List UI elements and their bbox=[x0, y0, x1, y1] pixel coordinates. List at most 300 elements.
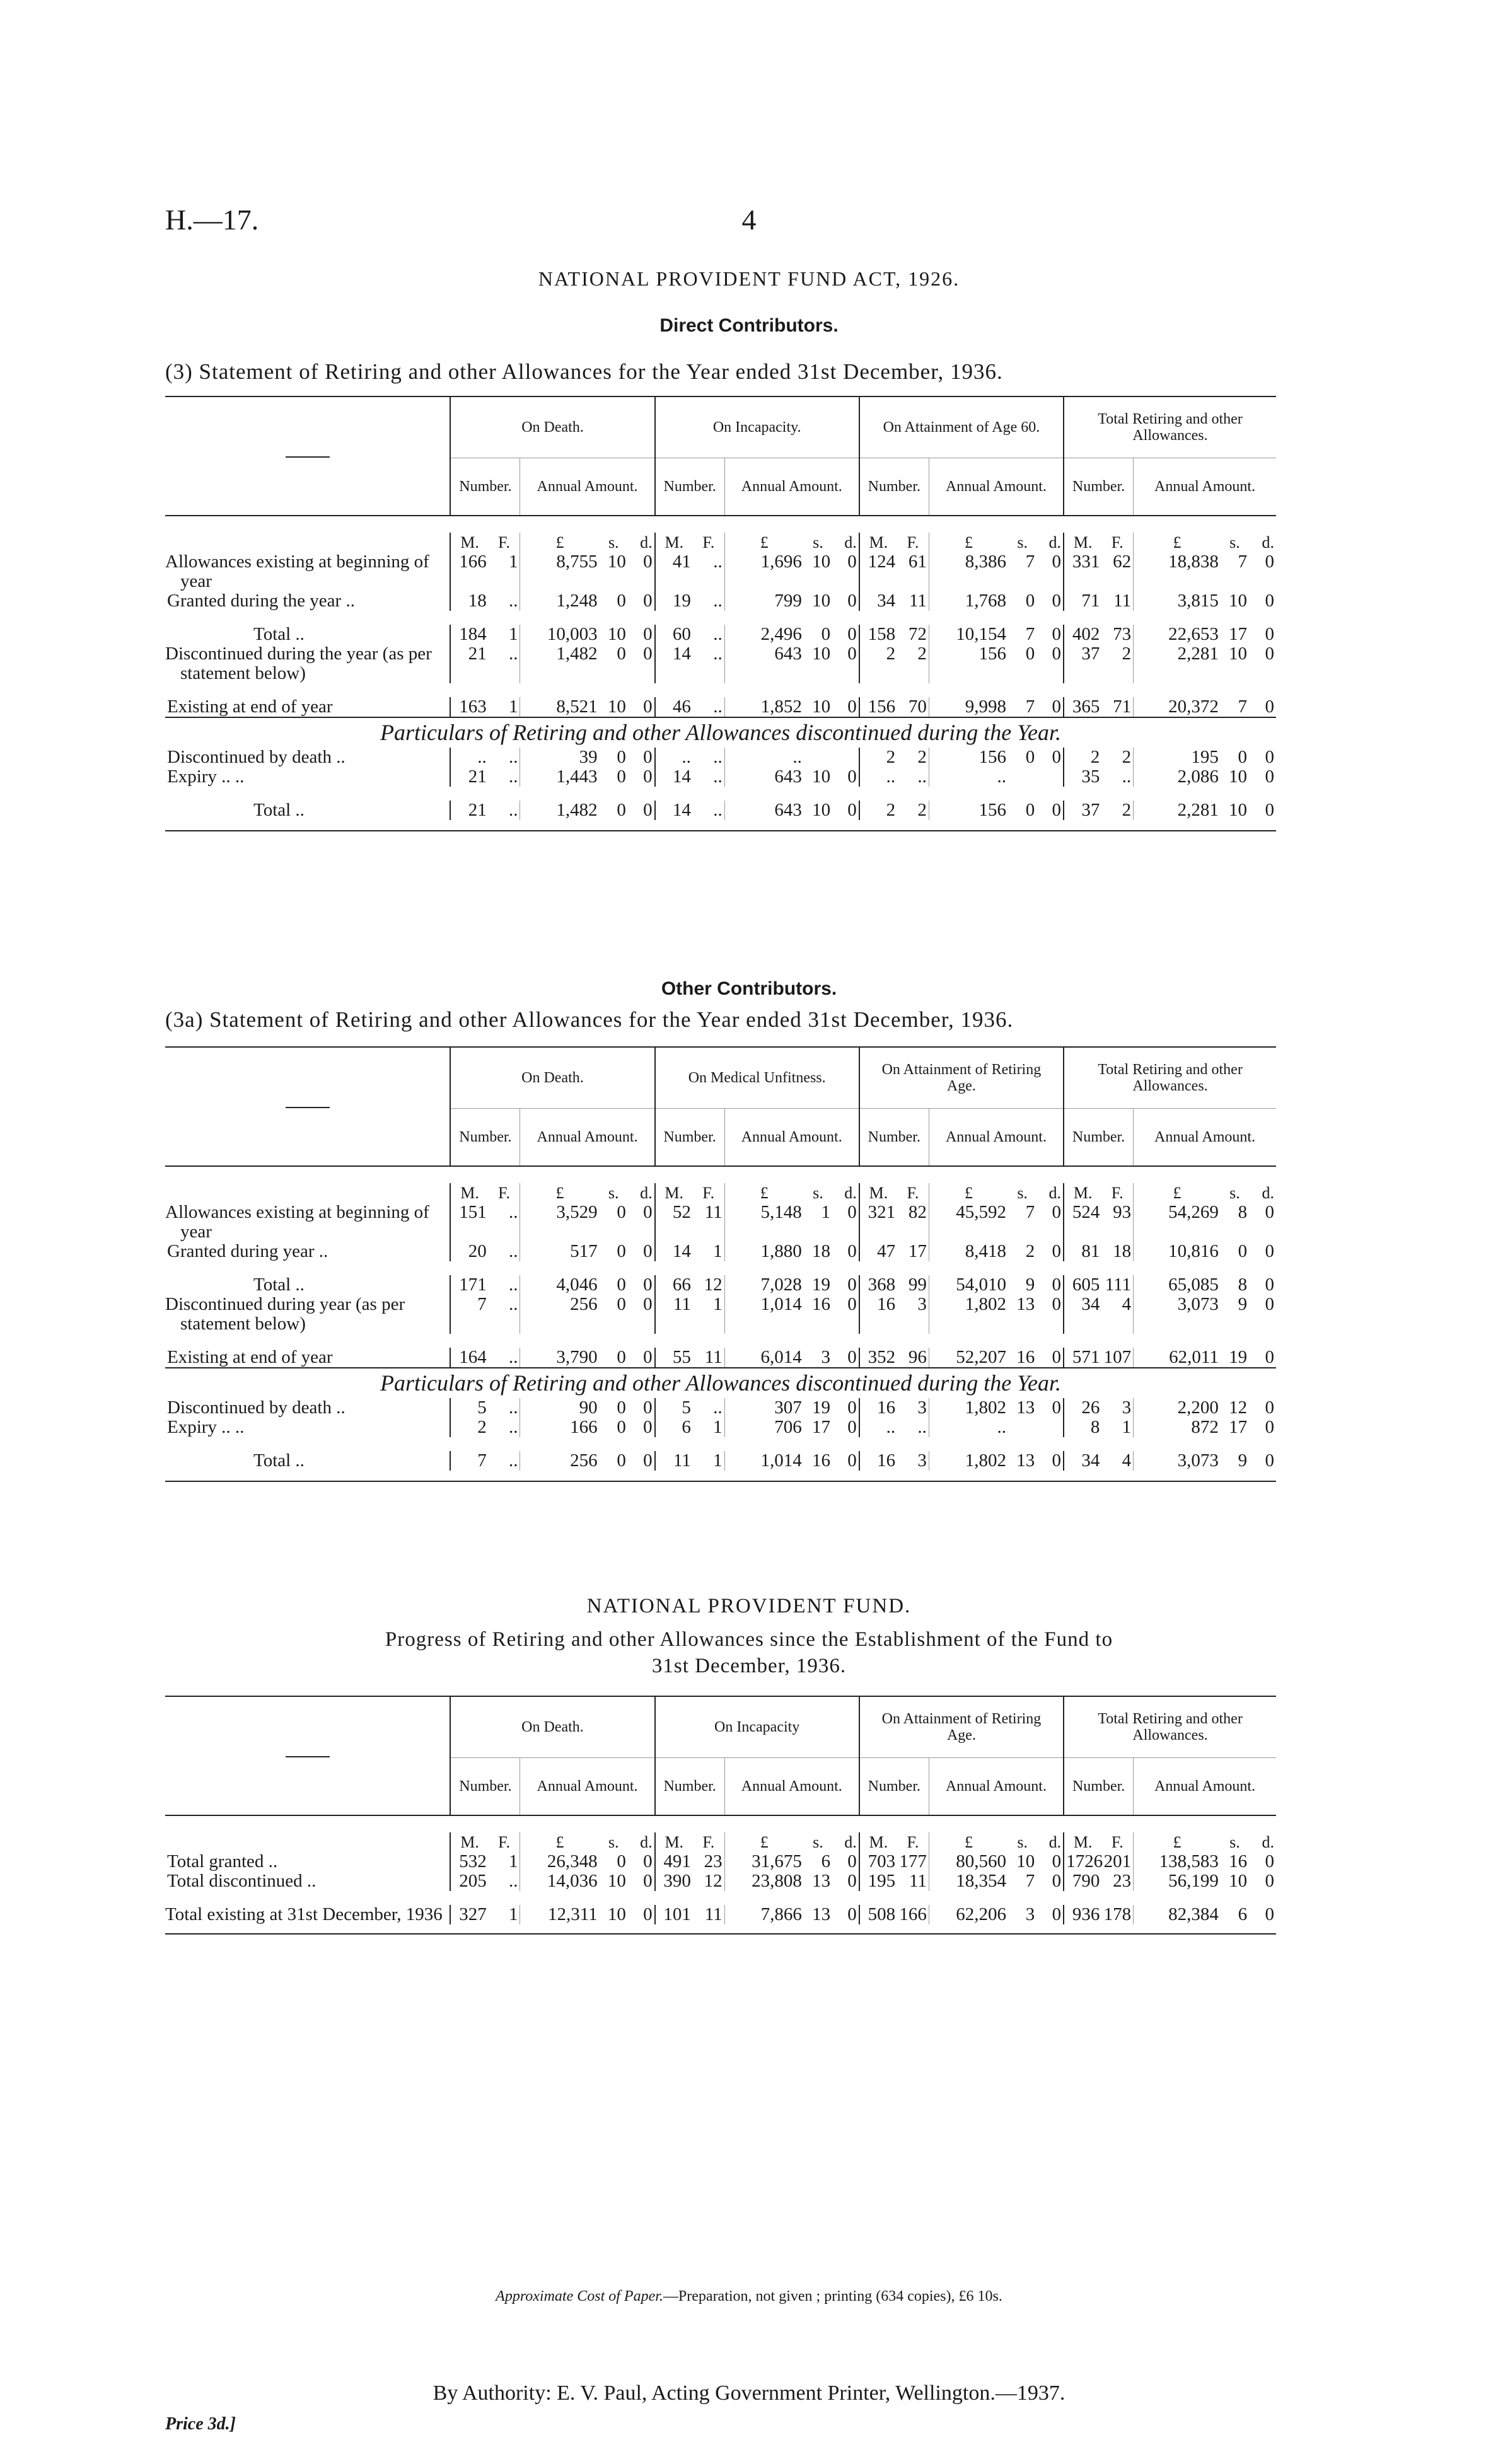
table-cell: 20,372 bbox=[1168, 697, 1219, 717]
table-cell: 10 bbox=[1016, 1851, 1035, 1871]
row-label: Expiry .. .. bbox=[165, 1418, 450, 1437]
row-label: Existing at end of year bbox=[165, 697, 450, 717]
unit-label: s. bbox=[1017, 1833, 1028, 1851]
table-cell: 61 bbox=[897, 552, 929, 591]
table-cell: .. bbox=[489, 591, 520, 611]
unit-label: d. bbox=[832, 1183, 859, 1203]
amount-header: Annual Amount. bbox=[1134, 458, 1276, 516]
table-cell: 0 bbox=[628, 1871, 655, 1891]
table-row bbox=[165, 1348, 1276, 1368]
row-label: Discontinued during the year (as per statement below) bbox=[165, 644, 450, 683]
table-cell: 17 bbox=[1229, 1417, 1248, 1437]
table-cell: 1,014 bbox=[760, 1294, 802, 1314]
unit-label: s. bbox=[813, 533, 823, 552]
table-cell: 1 bbox=[693, 1295, 724, 1334]
table-cell: 0 bbox=[1036, 697, 1064, 717]
cost-label: Approximate Cost of Paper. bbox=[496, 2288, 663, 2305]
table-cell: 0 bbox=[1265, 1904, 1274, 1924]
table-cell: .. bbox=[1101, 767, 1133, 787]
table-cell: 81 bbox=[1081, 1241, 1100, 1261]
table-cell: 10 bbox=[812, 552, 831, 572]
table-cell: .. bbox=[489, 1348, 520, 1368]
table-cell: 34 bbox=[1081, 1450, 1100, 1471]
table-cell: 0 bbox=[832, 1348, 859, 1368]
unit-label: d. bbox=[1036, 533, 1064, 552]
table-cell: 7 bbox=[1025, 552, 1035, 572]
table-cell: 0 bbox=[628, 767, 655, 787]
unit-label: F. bbox=[897, 533, 929, 552]
amount-header: Annual Amount. bbox=[520, 1758, 655, 1816]
table-cell: 0 bbox=[628, 552, 655, 591]
table-cell: 11 bbox=[897, 1871, 929, 1891]
table-cell: 6 bbox=[682, 1417, 691, 1437]
stub-header bbox=[165, 396, 450, 516]
unit-label: M. bbox=[460, 533, 479, 552]
table-cell: 0 bbox=[617, 1202, 626, 1222]
table-cell: 0 bbox=[628, 801, 655, 820]
row-label: Total .. bbox=[165, 1451, 450, 1471]
table-cell: 368 bbox=[868, 1275, 896, 1295]
table-cell: 34 bbox=[1081, 1294, 1100, 1314]
number-header: Number. bbox=[859, 1758, 929, 1816]
table-cell: 2 bbox=[477, 1417, 487, 1437]
table-cell: 0 bbox=[1265, 1294, 1274, 1314]
row-label: Existing at end of year bbox=[165, 1348, 450, 1368]
table-cell: 2 bbox=[897, 801, 929, 820]
unit-label: £ bbox=[964, 1184, 973, 1202]
table-cell: 0 bbox=[832, 625, 859, 644]
unit-label: £ bbox=[555, 1833, 564, 1851]
table-cell: 12,311 bbox=[547, 1904, 598, 1924]
table-cell: 790 bbox=[1072, 1871, 1100, 1891]
table-cell: 1 bbox=[1101, 1418, 1133, 1437]
number-header: Number. bbox=[450, 458, 520, 516]
number-header: Number. bbox=[655, 1758, 725, 1816]
unit-label: F. bbox=[489, 533, 520, 552]
unit-label: £ bbox=[1173, 1184, 1182, 1202]
unit-label: M. bbox=[665, 1833, 684, 1851]
table-cell: 0 bbox=[617, 1851, 626, 1871]
sec3a-subtitle: Other Contributors. bbox=[661, 978, 837, 999]
table-row bbox=[165, 1905, 1276, 1924]
table-cell: 0 bbox=[832, 1871, 859, 1891]
table-cell: 1,248 bbox=[556, 591, 598, 611]
table-cell: 8,386 bbox=[965, 552, 1007, 572]
table-cell: 7 bbox=[1025, 697, 1035, 717]
table-cell: 39 bbox=[579, 747, 598, 767]
table-cell: 1,768 bbox=[965, 591, 1007, 611]
table-cell: 138,583 bbox=[1159, 1851, 1219, 1871]
authority-line: By Authority: E. V. Paul, Acting Government Printer, Wellington.—1937. bbox=[433, 2381, 1065, 2405]
unit-label: d. bbox=[628, 1832, 655, 1852]
table-cell: .. bbox=[886, 1417, 896, 1437]
amount-header: Annual Amount. bbox=[520, 1109, 655, 1167]
table-cell: 402 bbox=[1072, 624, 1100, 644]
table-cell: .. bbox=[489, 1203, 520, 1242]
table-cell: 0 bbox=[1036, 1242, 1064, 1261]
table-cell: 0 bbox=[628, 748, 655, 767]
unit-label: F. bbox=[897, 1832, 929, 1852]
table-cell: 71 bbox=[1101, 697, 1133, 717]
table-cell: 0 bbox=[832, 1905, 859, 1924]
unit-label: s. bbox=[1229, 1184, 1240, 1202]
table-cell: 3 bbox=[897, 1398, 929, 1418]
number-header: Number. bbox=[1064, 458, 1134, 516]
table-cell: 99 bbox=[897, 1275, 929, 1295]
table-cell: 10 bbox=[607, 552, 626, 572]
table-cell: 13 bbox=[812, 1871, 831, 1891]
unit-label: £ bbox=[555, 1184, 564, 1202]
table-row bbox=[165, 801, 1276, 820]
table-cell: 0 bbox=[832, 1398, 859, 1418]
table-cell: 0 bbox=[821, 624, 831, 644]
table-cell: 201 bbox=[1101, 1852, 1133, 1871]
table-cell: 0 bbox=[1036, 552, 1064, 591]
cost-note bbox=[0, 2288, 1498, 2305]
group-header: On Attainment of Age 60. bbox=[859, 396, 1064, 458]
table-cell: 16 bbox=[877, 1397, 896, 1418]
table-cell: 0 bbox=[617, 1397, 626, 1418]
unit-label: £ bbox=[555, 533, 564, 552]
table-cell: 0 bbox=[1238, 1241, 1248, 1261]
unit-label: F. bbox=[693, 1183, 724, 1203]
table-cell: 0 bbox=[1036, 1852, 1064, 1871]
table-cell: .. bbox=[997, 766, 1007, 787]
unit-label: d. bbox=[1036, 1183, 1064, 1203]
unit-label: d. bbox=[1036, 1832, 1064, 1852]
table-cell: 0 bbox=[1265, 1275, 1274, 1295]
table-cell bbox=[1036, 1418, 1064, 1437]
table-cell: 6 bbox=[1238, 1904, 1248, 1924]
table-cell: 0 bbox=[628, 644, 655, 683]
unit-label: £ bbox=[1173, 1833, 1182, 1851]
unit-label: s. bbox=[1017, 533, 1028, 552]
stub-header bbox=[165, 1696, 450, 1815]
table-cell: 66 bbox=[672, 1275, 691, 1295]
table-cell: 37 bbox=[1081, 644, 1100, 664]
table-cell: .. bbox=[997, 1417, 1007, 1437]
table-cell: 26 bbox=[1081, 1397, 1100, 1418]
table-cell: .. bbox=[693, 801, 724, 820]
act-title: NATIONAL PROVIDENT FUND ACT, 1926. bbox=[538, 267, 960, 290]
unit-label: M. bbox=[460, 1184, 479, 1202]
table-cell: 321 bbox=[868, 1202, 896, 1222]
table-cell: 45,592 bbox=[956, 1202, 1007, 1222]
table-cell: 7 bbox=[1238, 552, 1248, 572]
group-header: On Attainment of Retiring Age. bbox=[859, 1047, 1064, 1109]
table-cell: 11 bbox=[693, 1348, 724, 1368]
table-cell: 0 bbox=[617, 1347, 626, 1367]
amount-header: Annual Amount. bbox=[724, 458, 859, 516]
table-cell: 12 bbox=[693, 1871, 724, 1891]
table-cell: 0 bbox=[1265, 1202, 1274, 1222]
table-cell: .. bbox=[793, 747, 802, 767]
table-cell: 13 bbox=[1016, 1294, 1035, 1314]
table-row bbox=[165, 697, 1276, 717]
table-cell: 166 bbox=[459, 552, 487, 572]
table-cell: 46 bbox=[672, 697, 691, 717]
unit-label: M. bbox=[869, 1184, 888, 1202]
row-label: Total existing at 31st December, 1936 bbox=[165, 1905, 450, 1924]
table-cell: 11 bbox=[897, 591, 929, 611]
table-cell: 1 bbox=[693, 1242, 724, 1261]
table-cell: 1 bbox=[489, 1852, 520, 1871]
table-cell: .. bbox=[489, 1398, 520, 1418]
table-cell: 0 bbox=[1036, 625, 1064, 644]
unit-label: F. bbox=[1101, 1832, 1133, 1852]
unit-label: M. bbox=[460, 1833, 479, 1851]
table-row bbox=[165, 1275, 1276, 1295]
table-cell: 0 bbox=[1265, 1417, 1274, 1437]
table-cell: 5 bbox=[477, 1397, 487, 1418]
group-header: On Incapacity. bbox=[655, 396, 859, 458]
table-cell: 508 bbox=[868, 1904, 896, 1924]
table-cell: .. bbox=[489, 801, 520, 820]
table-cell: 184 bbox=[459, 624, 487, 644]
table-cell: 0 bbox=[617, 766, 626, 787]
table-cell: 1,802 bbox=[965, 1397, 1007, 1418]
table-cell: 331 bbox=[1072, 552, 1100, 572]
table-cell: 90 bbox=[579, 1397, 598, 1418]
table-cell: 16 bbox=[812, 1450, 831, 1471]
table-cell: 18 bbox=[468, 591, 487, 611]
table-cell: 19 bbox=[812, 1397, 831, 1418]
table-cell: 7 bbox=[1238, 697, 1248, 717]
table-cell: 10 bbox=[812, 591, 831, 611]
table-cell: 1,014 bbox=[760, 1450, 802, 1471]
table-cell: 2 bbox=[886, 800, 896, 820]
row-label: Expiry .. .. bbox=[165, 767, 450, 787]
table-cell: .. bbox=[682, 747, 691, 767]
table-cell: 0 bbox=[1265, 800, 1274, 820]
table-cell: 21 bbox=[468, 766, 487, 787]
table-cell: 2 bbox=[1101, 801, 1133, 820]
table-cell: 3 bbox=[821, 1347, 831, 1367]
unit-label: d. bbox=[1262, 533, 1274, 552]
table-cell: 256 bbox=[570, 1450, 598, 1471]
table-cell: 21 bbox=[468, 800, 487, 820]
unit-label: £ bbox=[964, 533, 973, 552]
table-cell: 11 bbox=[693, 1905, 724, 1924]
group-header: On Death. bbox=[450, 396, 654, 458]
table-cell: 10 bbox=[812, 644, 831, 664]
unit-label: £ bbox=[964, 1833, 973, 1851]
number-header: Number. bbox=[450, 1109, 520, 1167]
row-label: Allowances existing at beginning of year bbox=[165, 552, 450, 591]
number-header: Number. bbox=[655, 458, 725, 516]
table-cell: 9,998 bbox=[965, 697, 1007, 717]
table-cell: 82,384 bbox=[1168, 1904, 1219, 1924]
table-cell: 7,028 bbox=[760, 1275, 802, 1295]
table-cell: 0 bbox=[1265, 552, 1274, 572]
table-cell: .. bbox=[489, 1295, 520, 1334]
table-cell: 12 bbox=[693, 1275, 724, 1295]
table-cell: 2,281 bbox=[1177, 800, 1219, 820]
table-cell: 2 bbox=[886, 747, 896, 767]
table-cell: 0 bbox=[1025, 747, 1035, 767]
table-cell: 11 bbox=[693, 1203, 724, 1242]
table-cell: 195 bbox=[1191, 747, 1219, 767]
table-row bbox=[165, 552, 1276, 591]
table-cell: 0 bbox=[628, 1275, 655, 1295]
table-cell: 14,036 bbox=[547, 1871, 598, 1891]
sec3a-table-area bbox=[165, 1046, 1276, 1482]
unit-label: d. bbox=[832, 1832, 859, 1852]
table-cell: 4 bbox=[1101, 1295, 1133, 1334]
table-cell: .. bbox=[489, 1275, 520, 1295]
table-cell: .. bbox=[897, 767, 929, 787]
table-cell: 124 bbox=[868, 552, 896, 572]
table-cell: 1,852 bbox=[760, 697, 802, 717]
table-cell: 1 bbox=[489, 697, 520, 717]
unit-label: s. bbox=[608, 533, 619, 552]
group-header: On Death. bbox=[450, 1047, 654, 1109]
table-cell: 7,866 bbox=[760, 1904, 802, 1924]
table-cell: 5 bbox=[682, 1397, 691, 1418]
table-cell: 2 bbox=[1025, 1241, 1035, 1261]
table-cell: 1 bbox=[489, 625, 520, 644]
table-cell: 19 bbox=[1229, 1347, 1248, 1367]
unit-label: F. bbox=[489, 1183, 520, 1203]
number-header: Number. bbox=[859, 1109, 929, 1167]
table-cell: 1,696 bbox=[760, 552, 802, 572]
table-cell: 0 bbox=[1265, 1347, 1274, 1367]
unit-label: £ bbox=[760, 1184, 769, 1202]
table-cell: 0 bbox=[1265, 697, 1274, 717]
table-cell: 1 bbox=[489, 552, 520, 591]
table-cell: 16 bbox=[1229, 1851, 1248, 1871]
unit-label: s. bbox=[608, 1184, 619, 1202]
table-cell: 17 bbox=[812, 1417, 831, 1437]
table-cell: 10,154 bbox=[956, 624, 1007, 644]
table-cell: 2,496 bbox=[760, 624, 802, 644]
amount-header: Annual Amount. bbox=[724, 1758, 859, 1816]
row-label: Discontinued during year (as per statement below) bbox=[165, 1295, 450, 1334]
sec3a-title: (3a) Statement of Retiring and other Allowances for the Year ended 31st December, 1936. bbox=[165, 1007, 1014, 1032]
table-cell: 2 bbox=[1101, 748, 1133, 767]
table-cell: 101 bbox=[663, 1904, 691, 1924]
unit-label: F. bbox=[897, 1183, 929, 1203]
table-cell: .. bbox=[693, 625, 724, 644]
table-cell: 60 bbox=[672, 624, 691, 644]
table-cell: 3 bbox=[897, 1295, 929, 1334]
table-cell: 55 bbox=[672, 1347, 691, 1367]
table-cell: 7 bbox=[1025, 624, 1035, 644]
table-cell: 0 bbox=[832, 697, 859, 717]
table-cell: 936 bbox=[1072, 1904, 1100, 1924]
table-cell: 2 bbox=[1101, 644, 1133, 683]
table-cell: 13 bbox=[1016, 1450, 1035, 1471]
table-cell: 1,443 bbox=[556, 766, 598, 787]
table-cell: 171 bbox=[459, 1275, 487, 1295]
table-cell: 0 bbox=[628, 1348, 655, 1368]
table-cell: 0 bbox=[1036, 801, 1064, 820]
row-label: Total granted .. bbox=[165, 1852, 450, 1871]
table-cell: 0 bbox=[832, 1203, 859, 1242]
table-cell: 10 bbox=[1229, 591, 1248, 611]
table-cell: 2,086 bbox=[1177, 766, 1219, 787]
table-cell: 0 bbox=[628, 1242, 655, 1261]
table-cell: 0 bbox=[628, 1203, 655, 1242]
table-cell: .. bbox=[489, 1242, 520, 1261]
table-cell: 0 bbox=[832, 1418, 859, 1437]
table-cell: .. bbox=[693, 748, 724, 767]
sec3-table bbox=[165, 396, 1276, 831]
table-cell: 34 bbox=[877, 591, 896, 611]
table-cell: 14 bbox=[672, 644, 691, 664]
table-cell: 2 bbox=[1090, 747, 1100, 767]
progress-table-area bbox=[165, 1696, 1276, 1935]
table-cell: 14 bbox=[672, 766, 691, 787]
table-cell: 7 bbox=[1025, 1871, 1035, 1891]
unit-label: M. bbox=[1073, 1184, 1093, 1202]
sec3-table-area bbox=[165, 396, 1276, 831]
table-cell: 23,808 bbox=[752, 1871, 802, 1891]
table-cell: 8,521 bbox=[556, 697, 598, 717]
table-cell bbox=[804, 748, 832, 767]
table-cell: 156 bbox=[978, 644, 1007, 664]
table-cell: .. bbox=[489, 748, 520, 767]
table-cell: .. bbox=[897, 1418, 929, 1437]
table-cell bbox=[1008, 1418, 1036, 1437]
table-cell: 54,269 bbox=[1168, 1202, 1219, 1222]
table-cell: 0 bbox=[832, 767, 859, 787]
table-cell: 0 bbox=[832, 1242, 859, 1261]
sec3a-table bbox=[165, 1046, 1276, 1482]
number-header: Number. bbox=[450, 1758, 520, 1816]
table-cell: 0 bbox=[628, 697, 655, 717]
row-label: Total .. bbox=[165, 1275, 450, 1295]
unit-label: £ bbox=[760, 1833, 769, 1851]
table-cell: 0 bbox=[1265, 1397, 1274, 1418]
table-cell: 3,790 bbox=[556, 1347, 598, 1367]
row-label: Granted during year .. bbox=[165, 1242, 450, 1261]
table-cell: 31,675 bbox=[752, 1851, 802, 1871]
table-cell: 0 bbox=[617, 1294, 626, 1314]
table-cell: 4,046 bbox=[556, 1275, 598, 1295]
table-cell: 65,085 bbox=[1168, 1275, 1219, 1295]
amount-header: Annual Amount. bbox=[1134, 1109, 1276, 1167]
table-cell: 19 bbox=[812, 1275, 831, 1295]
table-cell: 0 bbox=[1036, 1398, 1064, 1418]
row-label: Granted during the year .. bbox=[165, 591, 450, 611]
table-cell: 7 bbox=[477, 1450, 487, 1471]
table-cell: 0 bbox=[832, 644, 859, 683]
table-cell: 2 bbox=[886, 644, 896, 664]
unit-label: M. bbox=[869, 533, 888, 552]
table-cell: .. bbox=[693, 767, 724, 787]
table-cell: 1 bbox=[821, 1202, 831, 1222]
table-cell: 0 bbox=[1265, 1871, 1274, 1891]
progress-title-line1: Progress of Retiring and other Allowances since the Establishment of the Fund to bbox=[385, 1628, 1113, 1651]
table-cell: 195 bbox=[868, 1871, 896, 1891]
table-cell: .. bbox=[489, 1418, 520, 1437]
amount-header: Annual Amount. bbox=[724, 1109, 859, 1167]
table-cell: 80,560 bbox=[956, 1851, 1007, 1871]
particulars-heading: Particulars of Retiring and other Allowances discontinued during the Year. bbox=[165, 1368, 1276, 1398]
number-header: Number. bbox=[655, 1109, 725, 1167]
table-cell: 10 bbox=[607, 697, 626, 717]
page-number: 4 bbox=[741, 204, 757, 236]
table-cell: 517 bbox=[570, 1241, 598, 1261]
table-cell: 0 bbox=[1265, 1450, 1274, 1471]
table-cell: 0 bbox=[832, 1295, 859, 1334]
table-cell: 0 bbox=[1036, 1203, 1064, 1242]
table-cell: 3,815 bbox=[1177, 591, 1219, 611]
table-cell: 62,011 bbox=[1169, 1347, 1219, 1367]
table-cell: 54,010 bbox=[956, 1275, 1007, 1295]
row-label: Discontinued by death .. bbox=[165, 1398, 450, 1418]
